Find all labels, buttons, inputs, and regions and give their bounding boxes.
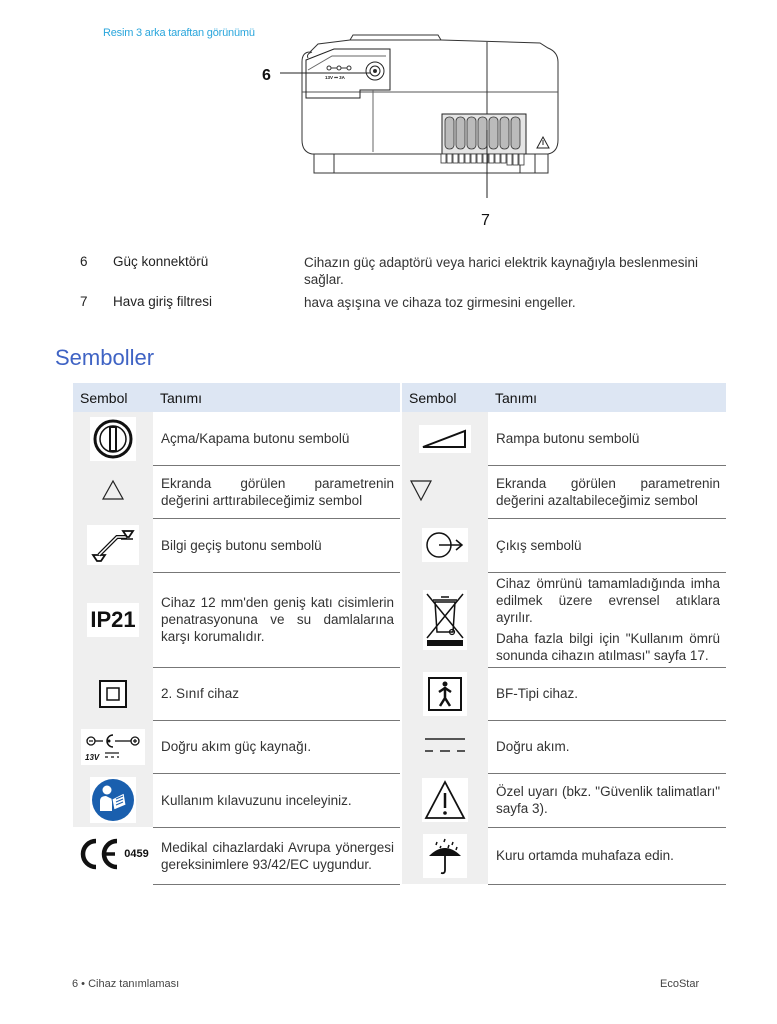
bf-type-icon [423,672,467,716]
symbol-description: Ekranda görülen parametrenin değerini azaltabileceğimiz sembol [488,465,726,518]
symbol-description: Cihaz ömrünü tamamladığında imha edilmek üzere evrensel atıklara ayrılır. Daha fazla bilgi için "Kullanım ömrü sonunda cihazın atılması" sayfa 17. [488,572,726,667]
warning-icon [422,778,468,822]
table-row [73,827,726,884]
symbol-description: BF-Tipi cihaz. [488,667,726,720]
power-button-icon [90,417,136,461]
read-manual-icon [90,777,136,823]
table-row [73,465,726,518]
exit-icon [422,528,468,562]
legend-description: hava aşışına ve cihaza toz girmesini engeller. [304,295,576,310]
table-row [73,572,726,667]
header-symbol: Sembol [402,383,488,412]
table-row [73,412,726,465]
callout-7: 7 [481,212,490,229]
symbol-description: 2. Sınıf cihaz [153,667,400,720]
legend-item [80,254,730,288]
ip21-icon: IP21 [87,603,138,637]
header-description: Tanımı [153,383,400,412]
triangle-up-icon [100,478,126,505]
ramp-icon [419,425,471,453]
symbol-description: Medikal cihazlardaki Avrupa yönergesi gereksinimlere 93/42/EC uygundur. [153,827,400,884]
weee-bin-icon [423,590,467,650]
legend-item [80,294,730,311]
symbols-table [73,383,726,885]
section-title: Semboller [55,345,155,371]
dc-power-supply-icon [81,729,145,765]
symbol-description: Rampa butonu sembolü [488,412,726,465]
warning-icon [537,137,549,148]
connector-label: 13V ⎓ 3A [325,75,345,80]
legend-number: 7 [80,294,88,309]
symbol-description: Açma/Kapama butonu sembolü [153,412,400,465]
table-row [73,667,726,720]
symbol-description: Kuru ortamda muhafaza edin. [488,827,726,884]
legend-name: Hava giriş filtresi [113,294,213,309]
header-symbol: Sembol [73,383,153,412]
symbol-description: Doğru akım. [488,720,726,773]
info-switch-icon [87,525,139,565]
footer-product-name: EcoStar [660,978,700,990]
figure-caption: Resim 3 arka taraftan görünümü [103,27,255,39]
legend-description: Cihazın güç adaptörü veya harici elektrik kaynağıyla beslenmesini sağlar. [304,255,698,287]
table-row [73,720,726,773]
direct-current-icon [423,733,467,760]
symbol-description: Kullanım kılavuzunu inceleyiniz. [153,773,400,827]
device-rear-view-drawing [250,30,570,235]
notified-body-number: 0459 [124,848,149,860]
legend-name: Güç konnektörü [113,254,209,269]
ce-mark-icon [77,837,148,871]
header-description: Tanımı [488,383,726,412]
triangle-down-icon [408,477,434,506]
symbol-description: Doğru akım güç kaynağı. [153,720,400,773]
symbol-description: Cihaz 12 mm'den geniş katı cisimlerin penatrasyonuna ve su damlalarına karşı korumalıdır. [153,572,400,667]
table-row [73,773,726,827]
table-header [73,383,726,412]
class-2-icon [98,679,128,709]
callout-6: 6 [262,67,271,84]
dc-voltage-label: 13V [85,752,100,762]
footer-page-section: 6 • Cihaz tanımlaması [72,978,180,990]
table-row [73,518,726,572]
legend-number: 6 [80,254,88,269]
symbol-description: Özel uyarı (bkz. "Güvenlik talimatları" sayfa 3). [488,773,726,827]
symbol-description: Çıkış sembolü [488,518,726,572]
keep-dry-icon [423,834,467,878]
symbol-description: Ekranda görülen parametrenin değerini arttırabileceğimiz sembol [153,465,400,518]
component-legend [80,254,730,317]
symbol-description: Bilgi geçiş butonu sembolü [153,518,400,572]
